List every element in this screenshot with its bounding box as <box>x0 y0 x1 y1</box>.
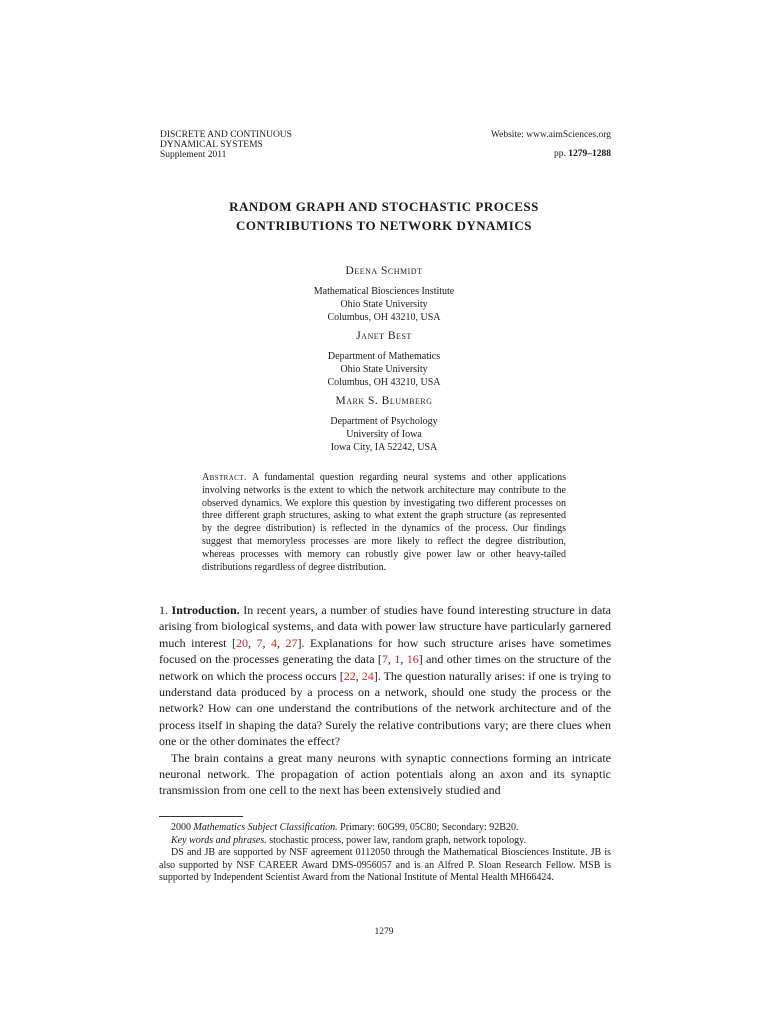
affiliation-line: Department of Mathematics <box>327 351 441 362</box>
abstract-label: Abstract. <box>202 472 247 483</box>
author-affiliation <box>234 286 534 324</box>
author-block-1 <box>234 264 534 324</box>
journal-supplement: Supplement 2011 <box>160 150 227 160</box>
page-number: 1279 <box>374 927 394 937</box>
footnote-keywords <box>159 835 611 848</box>
introduction-paragraph-2: The brain contains a great many neurons with synaptic connections forming an intricate neuronal network. The propagation of action potentials along an axon and its synaptic transmission from one cell to the next has been extensively studied and <box>159 750 611 798</box>
citation-link[interactable]: 16 <box>406 652 419 667</box>
citation-link[interactable]: 7 <box>381 652 388 667</box>
citation-link[interactable]: 1 <box>394 652 401 667</box>
page-range <box>351 149 611 159</box>
paper-title-line1: RANDOM GRAPH AND STOCHASTIC PROCESS <box>229 199 539 214</box>
journal-name-line1: DISCRETE AND CONTINUOUS <box>160 130 292 140</box>
affiliation-line: Columbus, OH 43210, USA <box>327 376 441 388</box>
keywords-label: Key words and phrases. <box>171 834 267 846</box>
footnotes <box>159 822 611 885</box>
keywords-text: stochastic process, power law, random graph, network topology. <box>269 834 526 846</box>
body-text-segment: ]. The question naturally arises: if one is trying to understand data produced by a process on a network, should one study the process or the network? How can one understand the contributions of the network architecture and of the process itself in shaping the data? Surely the relative contributions vary; are there clues when one or the other dominates the effect? <box>159 668 611 749</box>
body-text-segment: In recent years, a number of studies have found interesting structure in data arising from biological systems, and data with power law structure have particularly garnered much interest [ <box>159 603 612 650</box>
affiliation-line: Columbus, OH 43210, USA <box>327 311 441 323</box>
journal-website: Website: www.aimSciences.org <box>490 130 611 140</box>
page-range-value: 1279–1288 <box>568 149 611 159</box>
introduction-section <box>159 602 611 799</box>
section-title: Introduction. <box>171 603 240 617</box>
affiliation-line: University of Iowa <box>346 428 422 440</box>
msc-year: 2000 <box>171 822 191 833</box>
abstract <box>202 472 566 574</box>
affiliation-line: Ohio State University <box>340 363 428 375</box>
footnote-rule <box>159 816 243 817</box>
section-number: 1. <box>159 603 168 617</box>
citation-link[interactable]: 22 <box>343 668 356 683</box>
page-range-prefix: pp. <box>554 149 566 159</box>
footnote-support: DS and JB are supported by NSF agreement 0112050 through the Mathematical Biosciences Institute. JB is also supported by NSF CAREER Award DMS-0956057 and is an Alfred P. Sloan Research Fellow. MSB is supported by Independent Scientist Award from the National Institute of Mental Health MH66424. <box>159 847 611 883</box>
journal-name-line2: DYNAMICAL SYSTEMS <box>160 140 263 150</box>
citation-link[interactable]: 4 <box>270 635 277 650</box>
affiliation-line: Iowa City, IA 52242, USA <box>330 441 438 453</box>
body-text-segment: ]. Explanations for how such structure arises have sometimes focused on the processes generating the data [ <box>159 635 612 667</box>
citation-link[interactable]: 27 <box>285 635 298 650</box>
affiliation-line: Ohio State University <box>340 298 428 310</box>
introduction-paragraph-1: 1. Introduction. In recent years, a number of studies have found interesting structure in data arising from biological systems, and data with power law structure have particularly garnered much interest [20, 7, 4, 27]. Explanations for how such structure arises have sometimes focused on the processes generating the data [7, 1, 16] and other times on the structure of the network on which the process occurs [22, 24]. The question naturally arises: if one is trying to understand data produced by a process on a network, should one study the process or the network? How can one understand the contributions of the network architecture and of the process itself in shaping the data? Surely the relative contributions vary; are there clues when one or the other dominates the effect? <box>159 603 612 749</box>
author-name: Deena Schmidt <box>345 265 423 277</box>
author-block-2 <box>234 329 534 389</box>
citation-link[interactable]: 20 <box>235 635 248 650</box>
affiliation-line: Mathematical Biosciences Institute <box>313 286 455 297</box>
body-text-segment: ] and other times on the structure of the network on which the process occurs [ <box>159 652 612 683</box>
author-block-3 <box>234 394 534 454</box>
journal-meta <box>351 130 611 159</box>
author-affiliation <box>234 416 534 454</box>
paper-title <box>120 197 648 235</box>
citation-link[interactable]: 24 <box>361 668 374 683</box>
abstract-text: A fundamental question regarding neural systems and other applications involving networks is the extent to which the network architecture may contribute to the observed dynamics. We explore this question by investigating two different processes on three different graph structures, asking to what extent the graph structure (as represented by the degree distribution) is reflected in the dynamics of the process. Our findings suggest that memoryless processes are more likely to reflect the degree distribution, whereas processes with memory can robustly give power law or other heavy-tailed distributions regardless of degree distribution. <box>202 472 566 573</box>
citation-link[interactable]: 7 <box>256 635 263 650</box>
paper-title-line2: CONTRIBUTIONS TO NETWORK DYNAMICS <box>236 218 532 233</box>
author-affiliation <box>234 351 534 389</box>
msc-text: Primary: 60G99, 05C80; Secondary: 92B20. <box>340 822 519 833</box>
msc-label: Mathematics Subject Classification. <box>193 822 338 833</box>
footnote-msc <box>159 822 611 835</box>
affiliation-line: Department of Psychology <box>330 416 438 427</box>
author-name: Janet Best <box>356 330 412 342</box>
author-name: Mark S. Blumberg <box>335 395 433 407</box>
